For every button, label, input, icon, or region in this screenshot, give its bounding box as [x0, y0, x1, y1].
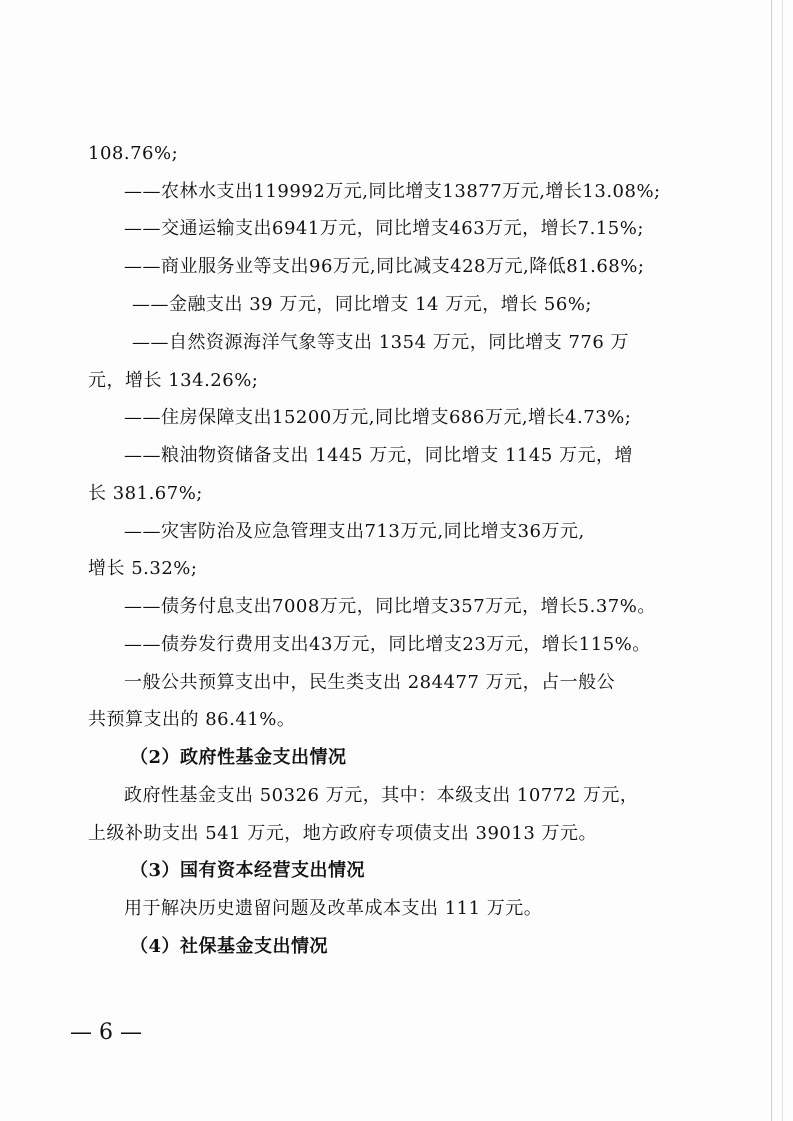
text-line: ——自然资源海洋气象等支出 1354 万元，同比增支 776 万 [132, 332, 630, 353]
text-line: 108.76%; [88, 143, 179, 164]
text-line: ——商业服务业等支出96万元,同比减支428万元,降低81.68%; [124, 256, 645, 277]
text-line: 政府性基金支出 50326 万元，其中：本级支出 10772 万元， [124, 785, 639, 806]
text-line: 上级补助支出 541 万元，地方政府专项债支出 39013 万元。 [88, 823, 598, 844]
text-line: ——灾害防治及应急管理支出713万元,同比增支36万元, [124, 521, 585, 542]
text-line: 用于解决历史遗留问题及改革成本支出 111 万元。 [124, 898, 543, 919]
section-heading: （3）国有资本经营支出情况 [130, 860, 366, 881]
text-line: ——债务付息支出7008万元，同比增支357万元，增长5.37%。 [124, 596, 656, 617]
text-line: ——粮油物资储备支出 1445 万元，同比增支 1145 万元，增 [124, 445, 634, 466]
text-line: ——金融支出 39 万元，同比增支 14 万元，增长 56%; [132, 294, 592, 315]
text-line: ——住房保障支出15200万元,同比增支686万元,增长4.73%; [124, 407, 632, 428]
text-line: 一般公共预算支出中，民生类支出 284477 万元，占一般公 [124, 672, 616, 693]
page-number: — 6 — [70, 1020, 142, 1045]
text-line: 增长 5.32%; [88, 558, 198, 579]
text-line: ——交通运输支出6941万元，同比增支463万元，增长7.15%; [124, 218, 644, 239]
text-line: 元，增长 134.26%; [88, 370, 259, 391]
text-line: 长 381.67%; [88, 483, 203, 504]
scan-edge-line [782, 0, 783, 1121]
section-heading: （4）社保基金支出情况 [130, 936, 329, 957]
text-line: ——农林水支出119992万元,同比增支13877万元,增长13.08%; [124, 181, 661, 202]
text-line: 共预算支出的 86.41%。 [88, 709, 296, 730]
scan-edge-line [771, 0, 772, 1121]
section-heading: （2）政府性基金支出情况 [130, 747, 347, 768]
text-line: ——债券发行费用支出43万元，同比增支23万元，增长115%。 [124, 634, 651, 655]
